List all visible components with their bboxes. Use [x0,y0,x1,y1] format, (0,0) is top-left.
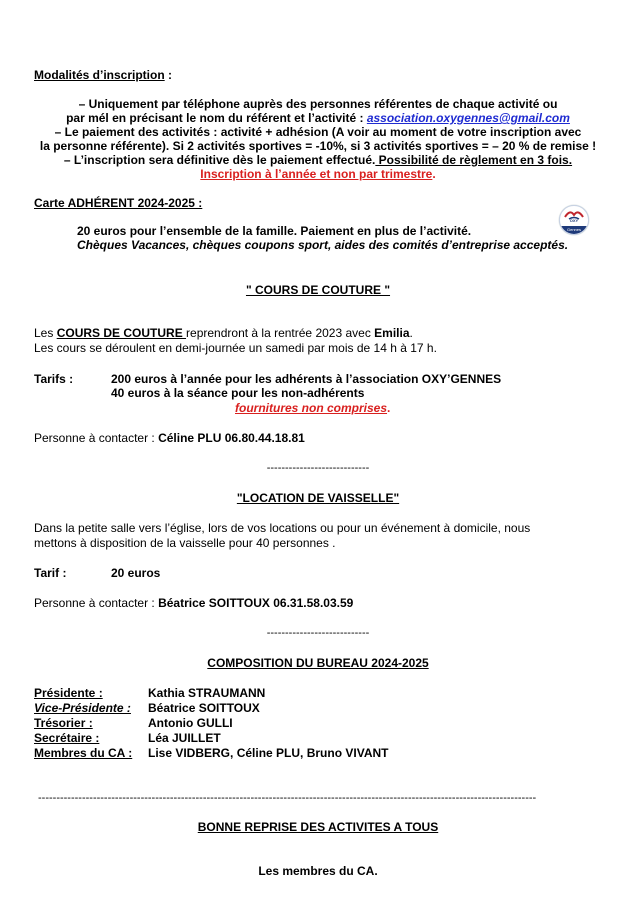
couture-line1-mid: reprendront à la rentrée 2023 avec [186,326,375,340]
modalites-title: Modalités d’inscription [34,68,165,82]
carte-line2: Chèques Vacances, chèques coupons sport, aides des comités d’entreprise acceptés. [77,238,569,252]
bureau-row-tresorier [34,716,388,731]
vaisselle-contact-label: Personne à contacter : [34,596,159,610]
modalites-line5-text: – L’inscription sera définitive dès le paiement effectué. [63,153,376,167]
couture-line2: Les cours se déroulent en demi-journée un samedi par mois de 14 h à 17 h. [34,341,437,355]
bureau-title: COMPOSITION DU BUREAU 2024-2025 [207,656,429,670]
modalites-line1: – Uniquement par téléphone auprès des personnes référentes de chaque activité ou [78,97,558,111]
fournitures-note: fournitures non comprises [235,401,388,415]
carte-line1: 20 euros pour l’ensemble de la famille. Paiement en plus de l’activité. [77,224,472,238]
carte-title: Carte ADHÉRENT 2024-2025 : [34,196,203,210]
bureau-role: Présidente : [34,686,103,700]
vaisselle-title: "LOCATION DE VAISSELLE" [236,491,400,505]
bureau-row-vice-presidente [34,701,388,716]
bureau-name: Kathia STRAUMANN [148,686,266,700]
couture-teacher: Emilia [374,326,410,340]
bureau-list [34,686,388,761]
bureau-name: Lise VIDBERG, Céline PLU, Bruno VIVANT [148,746,389,760]
bureau-name: Léa JUILLET [148,731,221,745]
couture-line1-prefix: Les [34,326,57,340]
vaisselle-tarif-label: Tarif : [34,566,67,580]
bureau-name: Antonio GULLI [148,716,233,730]
separator-1: ---------------------------- [266,462,370,474]
modalites-line3: – Le paiement des activités : activité + adhésion (A voir au moment de votre inscription avec [54,125,582,139]
couture-course-name: COURS DE COUTURE [56,326,187,340]
vaisselle-tarif: 20 euros [111,566,161,580]
vaisselle-contact-value: Béatrice SOITTOUX 06.31.58.03.59 [158,596,354,610]
closing-signature: Les membres du CA. [258,864,378,878]
bureau-role: Trésorier : [34,716,93,730]
modalites-line2-text: par mél en précisant le nom du référent et l’activité : [66,111,367,125]
modalites-line5 [0,153,636,168]
bird-icon [560,206,588,226]
couture-line1-end: . [409,326,413,340]
logo-band-text: Gennes [566,227,581,232]
email-link[interactable]: association.oxygennes@gmail.com [366,111,570,125]
separator-2: ---------------------------- [266,627,370,639]
bureau-role: Vice-Présidente : [34,701,131,715]
logo-band [560,226,588,234]
inscription-annee-note: Inscription à l’année et non par trimestre [200,167,433,181]
couture-tarif3 [235,401,390,416]
modalites-heading [34,68,172,83]
modalites-line6 [0,167,636,182]
couture-title: " COURS DE COUTURE " [245,283,391,297]
bureau-row-presidente [34,686,388,701]
bureau-role: Secrétaire : [34,731,100,745]
couture-line1 [34,326,413,341]
couture-tarifs-label: Tarifs : [34,372,74,386]
vaisselle-line2: mettons à disposition de la vaisselle pour 40 personnes . [34,536,336,550]
modalites-line5-underlined: Possibilité de règlement en 3 fois. [375,153,573,167]
separator-long: ---------------------------------------------------------------------------------------------------------------------------------------- [38,792,537,804]
couture-contact [34,431,305,446]
bureau-row-membres-ca [34,746,388,761]
bureau-role: Membres du CA : [34,746,133,760]
couture-contact-label: Personne à contacter : [34,431,159,445]
modalites-line4: la personne référente). Si 2 activités sportives = -10%, si 3 activités sportives = – 20 % de remise ! [39,139,597,153]
fournitures-period: . [387,401,391,415]
couture-contact-value: Céline PLU 06.80.44.18.81 [158,431,305,445]
modalites-line2 [0,111,636,126]
couture-tarif2: 40 euros à la séance pour les non-adhérents [111,386,365,400]
modalites-title-suffix: : [164,68,173,82]
vaisselle-line1: Dans la petite salle vers l’église, lors de vos locations ou pour un événement à domicile, nous [34,521,531,535]
couture-tarif1: 200 euros à l’année pour les adhérents à l’association OXY’GENNES [111,372,502,386]
vaisselle-contact [34,596,353,611]
oxygennes-logo [559,205,589,235]
closing-title: BONNE REPRISE DES ACTIVITES A TOUS [197,820,439,834]
bureau-name: Béatrice SOITTOUX [148,701,260,715]
logo-text: OXY [569,218,579,223]
inscription-annee-period: . [432,167,436,181]
bureau-row-secretaire [34,731,388,746]
